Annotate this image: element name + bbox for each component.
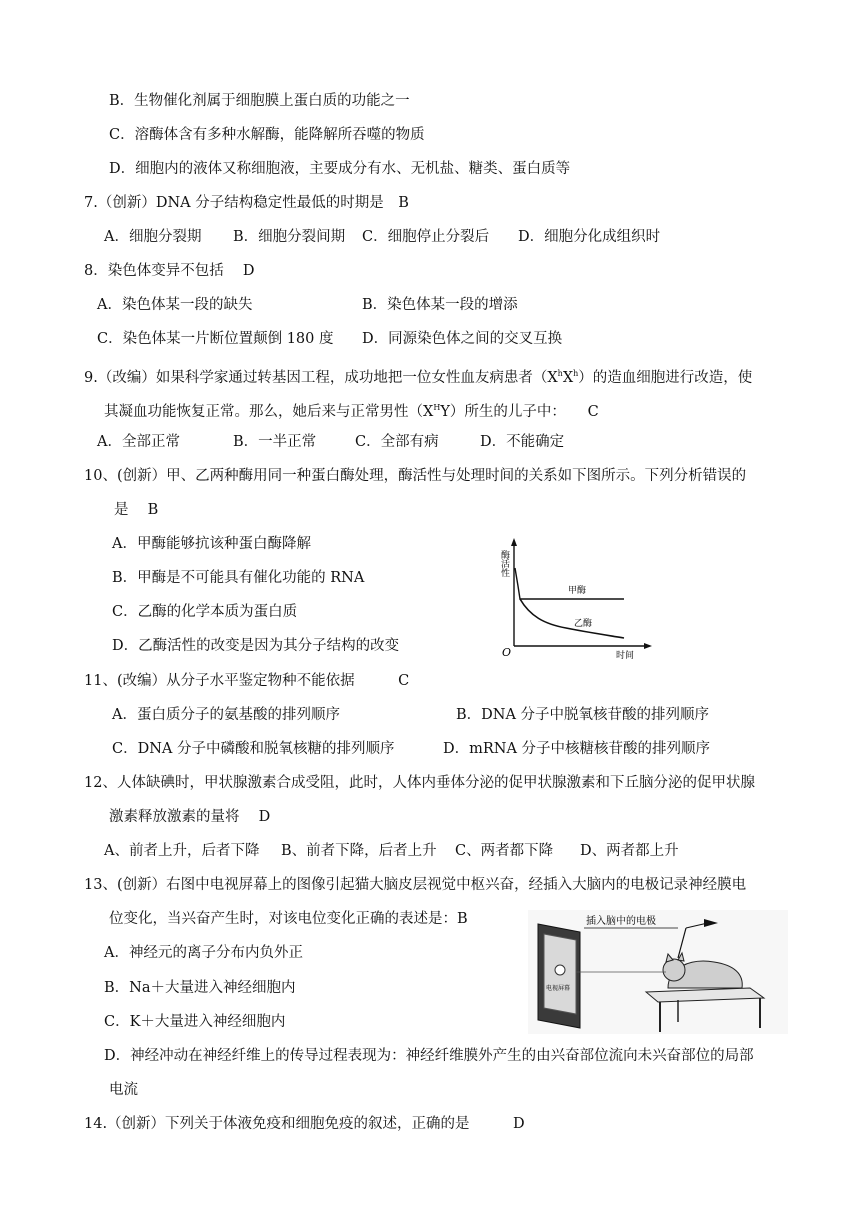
chart-y-label: 酶活性 [499,550,509,577]
q9-genotype-sup-3: H [433,403,441,412]
q12-option-d: D、两者都上升 [580,843,679,859]
q7-option-c: C．细胞停止分裂后 [362,229,490,245]
q12-option-b: B、前者下降，后者上升 [281,843,437,859]
screen-label: 电视屏幕 [546,985,571,992]
q13-option-d-line2: 电流 [109,1082,138,1098]
q9-option-c: C．全部有病 [355,434,439,450]
enzyme-activity-chart [496,536,656,660]
q10-stem-line2: 是 B [114,502,159,518]
q12-option-c: C、两者都下降 [455,843,554,859]
q13-stem-line2: 位变化，当兴奋产生时，对该电位变化正确的表述是：B [109,911,468,927]
q10-option-a: A．甲酶能够抗该种蛋白酶降解 [112,536,311,552]
q13-option-c: C．K＋大量进入神经细胞内 [104,1014,286,1030]
chart-label-yi: 乙酶 [574,619,593,629]
q12-stem-line2: 激素释放激素的量将 D [109,809,271,825]
chart-x-arrow [644,643,652,649]
q9-option-d: D．不能确定 [480,434,565,450]
q11-stem: 11、(改编）从分子水平鉴定物种不能依据 C [84,673,410,689]
chart-origin: O [502,646,512,659]
q9-stem-post: ）的造血细胞进行改造，使 [578,369,753,386]
electrode-label: 插入脑中的电极 [586,916,656,927]
q9-genotype-sup-1: h [557,369,563,378]
q13-stem: 13、(创新）右图中电视屏幕上的图像引起猫大脑皮层视觉中枢兴奋，经插入大脑内的电极记录神经膜电 [84,877,747,893]
q9-stem-pre: 9.（改编）如果科学家通过转基因工程，成功地把一位女性血友病患者（X [84,369,558,386]
q11-option-b: B．DNA 分子中脱氧核苷酸的排列顺序 [456,707,710,723]
q14-stem: 14.（创新）下列关于体液免疫和细胞免疫的叙述，正确的是 D [84,1116,525,1132]
q8-option-a: A．染色体某一段的缺失 [97,297,253,313]
q9-line2-pre: 其凝血功能恢复正常。那么，她后来与正常男性（X [104,403,434,420]
q8-option-b: B．染色体某一段的增添 [362,297,518,313]
q12-stem: 12、人体缺碘时，甲状腺激素合成受阻，此时，人体内垂体分泌的促甲状腺激素和下丘脑分泌的促甲状腺 [84,775,755,791]
q7-option-b: B．细胞分裂间期 [233,229,346,245]
q12-option-a: A、前者上升，后者下降 [104,843,260,859]
q9-option-a: A．全部正常 [97,434,180,450]
q10-option-d: D．乙酶活性的改变是因为其分子结构的改变 [112,638,400,654]
cat-electrode-figure [528,910,788,1034]
q6-option-c: C．溶酶体含有多种水解酶，能降解所吞噬的物质 [109,127,425,143]
q8-option-d: D．同源染色体之间的交叉互换 [362,331,563,347]
chart-series-yi [520,599,624,638]
chart-y-arrow [511,538,517,546]
q7-stem: 7.（创新）DNA 分子结构稳定性最低的时期是 B [84,195,409,211]
q8-option-c: C．染色体某一片断位置颠倒 180 度 [97,331,334,347]
q9-option-b: B．一半正常 [233,434,317,450]
q6-option-d: D．细胞内的液体又称细胞液，主要成分有水、无机盐、糖类、蛋白质等 [109,161,571,177]
q13-option-a: A．神经元的离子分布内负外正 [104,945,303,961]
screen-dot-icon [555,965,565,975]
q13-option-b: B．Na＋大量进入神经细胞内 [104,980,296,996]
q11-option-a: A．蛋白质分子的氨基酸的排列顺序 [112,707,340,723]
q10-option-c: C．乙酶的化学本质为蛋白质 [112,604,298,620]
q7-option-a: A．细胞分裂期 [104,229,202,245]
q9-stem [84,364,752,388]
q8-stem: 8．染色体变异不包括 D [84,263,255,279]
q9-line2-post: Y）所生的儿子中： C [440,403,599,420]
q10-option-b: B．甲酶是不可能具有催化功能的 RNA [112,570,365,586]
q9-genotype-sup-2: h [573,369,579,378]
q13-option-d: D．神经冲动在神经纤维上的传导过程表现为：神经纤维膜外产生的由兴奋部位流向未兴奋部位的局部 [104,1048,754,1064]
q9-stem-line2 [104,398,599,422]
q10-stem: 10、(创新）甲、乙两种酶用同一种蛋白酶处理，酶活性与处理时间的关系如下图所示。下列分析错误的 [84,468,747,484]
q11-option-d: D．mRNA 分子中核糖核苷酸的排列顺序 [443,741,711,757]
q7-option-d: D．细胞分化成组织时 [518,229,661,245]
chart-label-jia: 甲酶 [568,586,587,596]
q9-genotype-x: X [562,369,574,386]
q6-option-b: B．生物催化剂属于细胞膜上蛋白质的功能之一 [109,93,410,109]
chart-x-label: 时间 [616,651,635,660]
q11-option-c: C．DNA 分子中磷酸和脱氧核糖的排列顺序 [112,741,395,757]
